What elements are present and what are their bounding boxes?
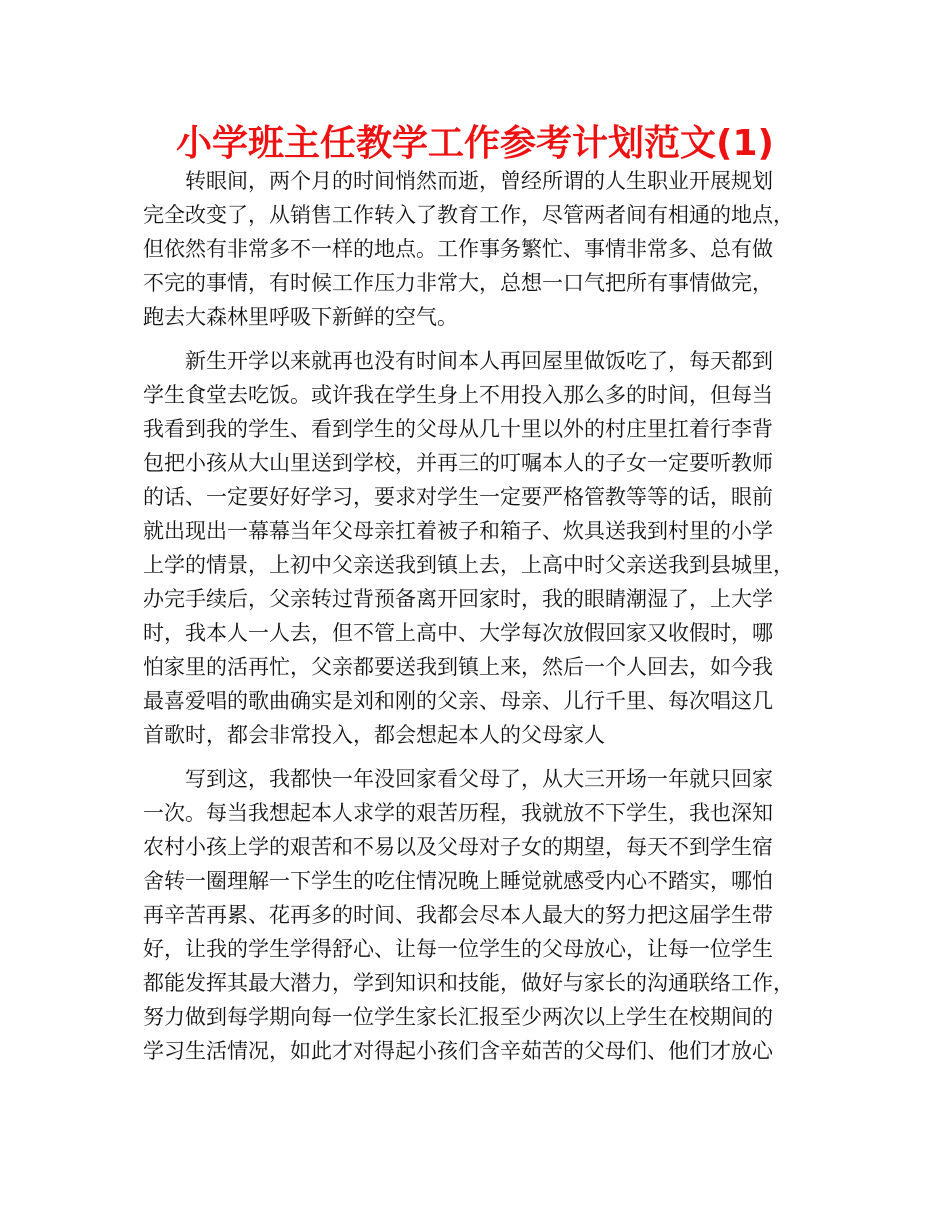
- paragraph-2-line: 新生开学以来就再也没有时间本人再回屋里做饭吃了，每天都到: [185, 349, 773, 373]
- paragraph-1-line: 但依然有非常多不一样的地点。工作事务繁忙、事情非常多、总有做: [143, 237, 773, 261]
- paragraph-2-line: 上学的情景，上初中父亲送我到镇上去，上高中时父亲送我到县城里，: [143, 553, 794, 577]
- paragraph-3-line: 农村小孩上学的艰苦和不易以及父母对子女的期望，每天不到学生宿: [143, 835, 773, 859]
- paragraph-1-line: 完全改变了，从销售工作转入了教育工作，尽管两者间有相通的地点，: [143, 203, 794, 227]
- paragraph-1-line: 跑去大森林里呼吸下新鲜的空气。: [143, 305, 458, 329]
- paragraph-1-line: 不完的事情，有时候工作压力非常大，总想一口气把所有事情做完，: [143, 271, 773, 295]
- paragraph-3-line: 努力做到每学期向每一位学生家长汇报至少两次以上学生在校期间的: [143, 1005, 773, 1029]
- paragraph-2-line: 首歌时，都会非常投入，都会想起本人的父母家人: [143, 723, 605, 747]
- paragraph-2-line: 最喜爱唱的歌曲确实是刘和刚的父亲、母亲、儿行千里、每次唱这几: [143, 689, 773, 713]
- paragraph-2-line: 学生食堂去吃饭。或许我在学生身上不用投入那么多的时间，但每当: [143, 383, 773, 407]
- paragraph-2-line: 我看到我的学生、看到学生的父母从几十里以外的村庄里扛着行李背: [143, 417, 773, 441]
- paragraph-2-line: 的话、一定要好好学习，要求对学生一定要严格管教等等的话，眼前: [143, 485, 773, 509]
- paragraph-3-line: 好，让我的学生学得舒心、让每一位学生的父母放心，让每一位学生: [143, 937, 773, 961]
- paragraph-2-line: 办完手续后，父亲转过背预备离开回家时，我的眼睛潮湿了，上大学: [143, 587, 773, 611]
- paragraph-2-line: 就出现出一幕幕当年父母亲扛着被子和箱子、炊具送我到村里的小学: [143, 519, 773, 543]
- paragraph-3-line: 都能发挥其最大潜力，学到知识和技能，做好与家长的沟通联络工作，: [143, 971, 794, 995]
- paragraph-2-line: 时，我本人一人去，但不管上高中、大学每次放假回家又收假时，哪: [143, 621, 773, 645]
- paragraph-3-line: 再辛苦再累、花再多的时间、我都会尽本人最大的努力把这届学生带: [143, 903, 773, 927]
- paragraph-1-line: 转眼间，两个月的时间悄然而逝，曾经所谓的人生职业开展规划: [185, 169, 773, 193]
- paragraph-3-line: 一次。每当我想起本人求学的艰苦历程，我就放不下学生，我也深知: [143, 801, 773, 825]
- paragraph-2-line: 包把小孩从大山里送到学校，并再三的叮嘱本人的子女一定要听教师: [143, 451, 773, 475]
- paragraph-3-line: 舍转一圈理解一下学生的吃住情况晚上睡觉就感受内心不踏实，哪怕: [143, 869, 773, 893]
- paragraph-3-line: 写到这，我都快一年没回家看父母了，从大三开场一年就只回家: [185, 767, 773, 791]
- paragraph-2-line: 怕家里的活再忙，父亲都要送我到镇上来，然后一个人回去，如今我: [143, 655, 773, 679]
- document-title: 小学班主任教学工作参考计划范文(1): [176, 123, 774, 164]
- paragraph-3-line: 学习生活情况，如此才对得起小孩们含辛茹苦的父母们、他们才放心: [143, 1039, 773, 1063]
